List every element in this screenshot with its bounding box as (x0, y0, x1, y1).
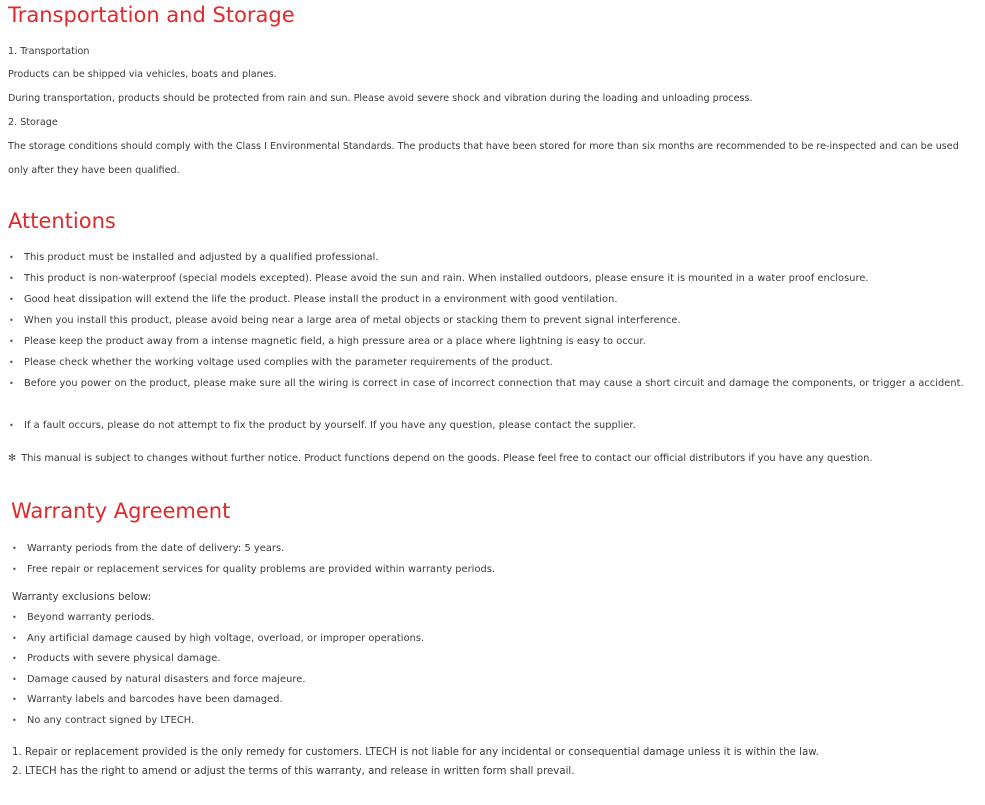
attentions-list (9, 247, 979, 436)
bullet-icon: • (12, 544, 17, 553)
bullet-icon: • (12, 695, 17, 705)
asterisk-icon: ✻ (8, 453, 17, 464)
manual-note (8, 452, 872, 466)
list-item: • If a fault occurs, please do not attempt to fix the product by yourself. If you have any question, please contact the supplier. (9, 415, 979, 436)
bullet-icon: • (12, 715, 17, 725)
warranty-term: 1. Repair or replacement provided is the only remedy for customers. LTECH is not liable for any incidental or consequential damage unless it is within the law. (12, 747, 819, 758)
list-item: • Before you power on the product, please make sure all the wiring is correct in case of incorrect connection that may cause a short circuit and damage the components, or trigger a accident. (9, 373, 979, 415)
list-item: • Any artificial damage caused by high voltage, overload, or improper operations. (12, 629, 972, 650)
storage-line: The storage conditions should comply with the Class I Environmental Standards. The products that have been stored for more than six months are recommended to be re-inspected and can be used (8, 141, 959, 152)
list-item: • Beyond warranty periods. (12, 608, 972, 629)
list-item: • Damage caused by natural disasters and force majeure. (12, 670, 972, 691)
note-text: This manual is subject to changes without further notice. Product functions depend on the goods. Please feel free to contact our official distributors if you have any question. (21, 453, 873, 464)
transport-line: 1. Transportation (8, 46, 90, 57)
transport-line: Products can be shipped via vehicles, boats and planes. (8, 69, 277, 80)
warranty-term: 2. LTECH has the right to amend or adjust the terms of this warranty, and release in written form shall prevail. (12, 766, 575, 777)
storage-line: 2. Storage (8, 117, 58, 128)
storage-line: only after they have been qualified. (8, 165, 180, 176)
bullet-icon: • (12, 654, 17, 664)
bullet-icon: • (12, 613, 17, 622)
bullet-icon: • (12, 633, 17, 643)
bullet-icon: • (9, 274, 14, 283)
bullet-icon: • (9, 358, 14, 367)
list-item: • No any contract signed by LTECH. (12, 711, 972, 732)
list-item: • Free repair or replacement services for quality problems are provided within warranty periods. (12, 560, 972, 581)
bullet-icon: • (9, 253, 14, 262)
bullet-icon: • (9, 379, 14, 388)
warranty-heading: Warranty Agreement (11, 499, 231, 523)
exclusions-label: Warranty exclusions below: (12, 592, 152, 603)
list-item: • This product must be installed and adjusted by a qualified professional. (9, 247, 979, 268)
list-item: • Products with severe physical damage. (12, 649, 972, 670)
list-item: • Please check whether the working voltage used complies with the parameter requirements of the product. (9, 352, 979, 373)
list-item: • Warranty labels and barcodes have been damaged. (12, 690, 972, 711)
bullet-icon: • (9, 295, 14, 304)
list-item: • Please keep the product away from a intense magnetic field, a high pressure area or a place where lightning is easy to occur. (9, 331, 979, 352)
bullet-icon: • (12, 564, 17, 574)
list-item: • This product is non-waterproof (special models excepted). Please avoid the sun and rain. When installed outdoors, please ensure it is mounted in a water proof enclosure. (9, 268, 979, 289)
list-item: • Good heat dissipation will extend the life the product. Please install the product in a environment with good ventilation. (9, 289, 979, 310)
transport-line: During transportation, products should be protected from rain and sun. Please avoid severe shock and vibration during the loading and unloading process. (8, 93, 753, 104)
list-item: • When you install this product, please avoid being near a large area of metal objects or stacking them to prevent signal interference. (9, 310, 979, 331)
exclusions-list (12, 608, 972, 732)
bullet-icon: • (9, 337, 14, 346)
warranty-list (12, 539, 972, 580)
bullet-icon: • (9, 421, 14, 430)
list-item: • Warranty periods from the date of delivery: 5 years. (12, 539, 972, 560)
attentions-heading: Attentions (8, 209, 116, 233)
transport-heading: Transportation and Storage (8, 3, 295, 27)
bullet-icon: • (12, 674, 17, 684)
bullet-icon: • (9, 316, 14, 325)
